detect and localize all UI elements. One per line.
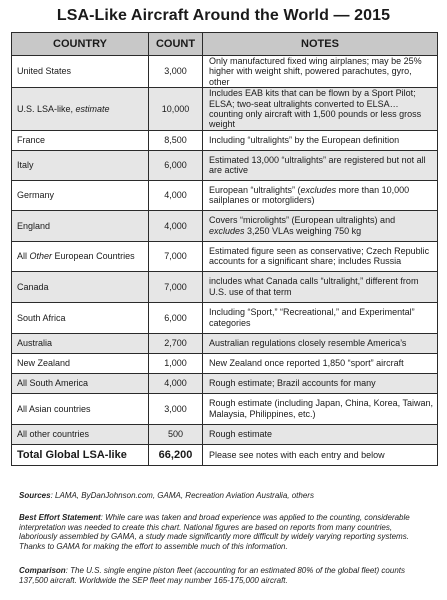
table-row [12, 88, 438, 131]
country-text: All other countries [17, 429, 90, 440]
count-cell: 7,000 [149, 241, 203, 271]
notes-text: Including “Sport,” “Recreational,” and Experimental” categories [209, 307, 415, 328]
notes-text: Estimated figure seen as conservative; Czech Republic accounts for a significant share; includes Russia [209, 245, 430, 267]
table-header-row [12, 33, 438, 56]
notes-text: Australian regulations closely resemble America’s [209, 338, 407, 349]
country-text-tail: European Countries [52, 251, 135, 262]
table-row [12, 241, 438, 271]
comparison-note [19, 566, 431, 585]
table-row [12, 56, 438, 88]
table-row [12, 333, 438, 353]
country-text: South Africa [17, 312, 66, 323]
country-text: France [17, 135, 46, 146]
best-effort-note [19, 513, 431, 551]
table-row [12, 373, 438, 393]
country-cell [12, 333, 149, 353]
notes-cell [203, 210, 438, 241]
country-text: All South America [17, 378, 89, 389]
table-row [12, 302, 438, 333]
count-cell: 6,000 [149, 302, 203, 333]
best-effort-text: : While care was taken and broad experience was applied to the counting, considerable interpretation was needed to create this chart. National figures are based on reports from many countries, laboriously assembled by GAMA, a study made significantly more difficult by widely varying reporting systems. Thanks to GAMA for making the effort to assemble much of this information. [19, 513, 410, 551]
table-row [12, 210, 438, 241]
country-cell [12, 130, 149, 150]
country-cell [12, 424, 149, 444]
notes-emphasis: excludes [300, 184, 337, 195]
count-cell: 7,000 [149, 271, 203, 302]
country-text: Canada [17, 281, 49, 292]
notes-cell [203, 241, 438, 271]
header-notes: NOTES [203, 33, 438, 56]
notes-cell [203, 150, 438, 180]
notes-cell [203, 333, 438, 353]
table-row [12, 424, 438, 444]
table-row [12, 393, 438, 424]
notes-cell [203, 88, 438, 131]
comparison-label: Comparison [19, 566, 66, 575]
count-cell: 3,000 [149, 56, 203, 88]
total-label-cell: Total Global LSA-like [12, 444, 149, 465]
notes-text-tail: 3,250 VLAs weighing 750 kg [244, 225, 362, 236]
notes-text: Only manufactured fixed wing airplanes; may be 25% higher with weight shift, powered parachutes, gyro, other [209, 56, 422, 87]
country-cell [12, 180, 149, 210]
notes-cell [203, 180, 438, 210]
notes-text-tail: more than 10,000 sailplanes or motorgliders) [209, 184, 410, 206]
notes-cell [203, 393, 438, 424]
count-cell: 6,000 [149, 150, 203, 180]
sources-text: : LAMA, ByDanJohnson.com, GAMA, Recreation Aviation Australia, others [50, 491, 314, 500]
aircraft-table [11, 32, 438, 466]
country-cell [12, 56, 149, 88]
table-row [12, 130, 438, 150]
notes-cell [203, 424, 438, 444]
country-cell [12, 88, 149, 131]
count-cell: 4,000 [149, 210, 203, 241]
country-text: Australia [17, 338, 53, 349]
country-text: United States [17, 66, 72, 77]
comparison-text: : The U.S. single engine piston fleet (accounting for an estimated 80% of the global fleet) counts 137,500 aircraft. Worldwide the SEP fleet may number 165-175,000 aircraft. [19, 566, 405, 585]
table-row [12, 271, 438, 302]
total-count-cell: 66,200 [149, 444, 203, 465]
country-cell [12, 353, 149, 373]
best-effort-label: Best Effort Statement [19, 513, 101, 522]
country-text: All Asian countries [17, 403, 91, 414]
table-row [12, 353, 438, 373]
country-emphasis: Other [29, 251, 53, 262]
notes-cell [203, 353, 438, 373]
notes-text: Rough estimate; Brazil accounts for many [209, 378, 376, 389]
notes-cell [203, 302, 438, 333]
notes-cell [203, 130, 438, 150]
country-text: All [17, 251, 30, 262]
country-cell [12, 302, 149, 333]
country-cell [12, 271, 149, 302]
notes-text: European “ultralights” ( [209, 184, 301, 195]
count-cell: 3,000 [149, 393, 203, 424]
header-count: COUNT [149, 33, 203, 56]
notes-cell [203, 373, 438, 393]
count-cell: 4,000 [149, 373, 203, 393]
country-cell [12, 241, 149, 271]
count-cell: 1,000 [149, 353, 203, 373]
count-cell: 4,000 [149, 180, 203, 210]
count-cell: 500 [149, 424, 203, 444]
notes-text: Rough estimate (including Japan, China, Korea, Taiwan, Malaysia, Philippines, etc.) [209, 398, 433, 419]
notes-cell [203, 56, 438, 88]
count-cell: 8,500 [149, 130, 203, 150]
country-text: Germany [17, 190, 55, 201]
total-row [12, 444, 438, 465]
notes-text: Estimated 13,000 “ultralights” are registered but not all are active [209, 154, 426, 176]
table-row [12, 150, 438, 180]
country-cell [12, 210, 149, 241]
country-text: New Zealand [17, 358, 71, 369]
table-body [12, 56, 438, 466]
sources-note [19, 491, 431, 501]
notes-text: Covers “microlights” (European ultralights) and [209, 215, 396, 226]
count-cell: 10,000 [149, 88, 203, 131]
header-country: COUNTRY [12, 33, 149, 56]
country-emphasis: estimate [75, 103, 110, 114]
country-text: England [17, 220, 51, 231]
notes-text: includes what Canada calls “ultralight,” different from U.S. use of that term [209, 276, 419, 297]
country-cell [12, 150, 149, 180]
notes-cell [203, 271, 438, 302]
notes-text: Rough estimate [209, 429, 273, 440]
notes-emphasis: excludes [209, 225, 245, 236]
country-cell [12, 393, 149, 424]
country-text: U.S. LSA-like, [17, 103, 76, 114]
notes-text: New Zealand once reported 1,850 “sport” aircraft [209, 358, 404, 369]
sources-label: Sources [19, 491, 51, 500]
total-notes-cell: Please see notes with each entry and below [203, 444, 438, 465]
count-cell: 2,700 [149, 333, 203, 353]
table-row [12, 180, 438, 210]
notes-text: Including “ultralights” by the European definition [209, 135, 400, 146]
page-title: LSA-Like Aircraft Around the World — 2015 [56, 7, 391, 24]
notes-text: Includes EAB kits that can be flown by a Sport Pilot; ELSA; two-seat ultralights converted to ELSA… counting only aircraft with 1,500 pounds or less gross weight [209, 88, 422, 130]
country-text: Italy [17, 160, 34, 171]
country-cell [12, 373, 149, 393]
